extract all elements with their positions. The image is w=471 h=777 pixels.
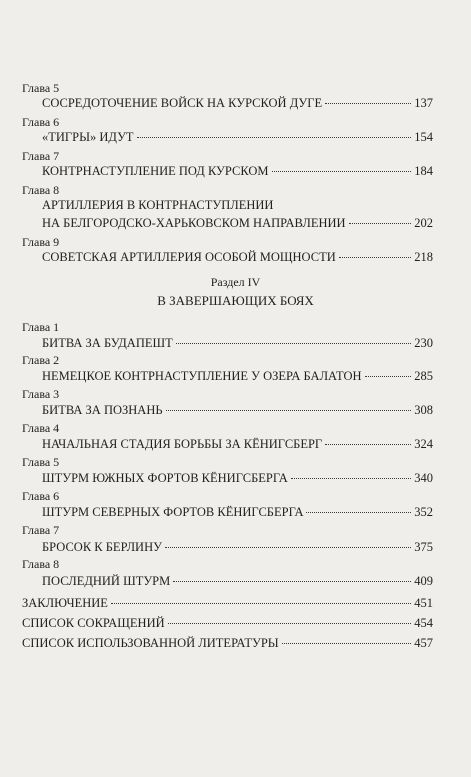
entry-page: 154	[414, 130, 433, 144]
section-name: В ЗАВЕРШАЮЩИХ БОЯХ	[157, 293, 314, 308]
entry-title: НАЧАЛЬНАЯ СТАДИЯ БОРЬБЫ ЗА КЁНИГСБЕРГ	[42, 437, 323, 451]
chapter-label: Глава 9	[22, 235, 60, 249]
entry-page: 454	[414, 616, 433, 630]
entry-title: БИТВА ЗА ПОЗНАНЬ	[42, 403, 163, 417]
chapter-label: Глава 1	[22, 320, 60, 334]
chapter-label: Глава 5	[22, 455, 60, 469]
toc-entry	[42, 369, 433, 384]
leader-dots	[272, 171, 412, 172]
toc-entry-abbreviations	[22, 616, 433, 631]
leader-dots	[168, 623, 412, 624]
leader-dots	[349, 223, 412, 224]
toc-entry	[42, 403, 433, 418]
chapter-label: Глава 3	[22, 387, 60, 401]
entry-page: 457	[414, 636, 433, 650]
toc-entry	[42, 250, 433, 265]
entry-page: 308	[414, 403, 433, 417]
entry-page: 324	[414, 437, 433, 451]
chapter-label: Глава 6	[22, 489, 60, 503]
entry-page: 184	[414, 164, 433, 178]
toc-entry	[42, 96, 433, 111]
entry-title-continued: НА БЕЛГОРОДСКО-ХАРЬКОВСКОМ НАПРАВЛЕНИИ	[42, 216, 346, 230]
entry-page: 352	[414, 505, 433, 519]
leader-dots	[365, 376, 412, 377]
toc-entry-conclusion	[22, 596, 433, 611]
toc-entry-bibliography	[22, 636, 433, 651]
entry-title: ШТУРМ ЮЖНЫХ ФОРТОВ КЁНИГСБЕРГА	[42, 471, 288, 485]
leader-dots	[325, 444, 411, 445]
entry-title: КОНТРНАСТУПЛЕНИЕ ПОД КУРСКОМ	[42, 164, 269, 178]
toc-entry	[42, 471, 433, 486]
toc-entry	[42, 336, 433, 351]
entry-page: 230	[414, 336, 433, 350]
entry-title: ЗАКЛЮЧЕНИЕ	[22, 596, 108, 610]
leader-dots	[339, 257, 412, 258]
entry-page: 451	[414, 596, 433, 610]
chapter-label: Глава 7	[22, 523, 60, 537]
chapter-label: Глава 8	[22, 183, 60, 197]
entry-title: СОВЕТСКАЯ АРТИЛЛЕРИЯ ОСОБОЙ МОЩНОСТИ	[42, 250, 336, 264]
chapter-label: Глава 7	[22, 149, 60, 163]
entry-title: НЕМЕЦКОЕ КОНТРНАСТУПЛЕНИЕ У ОЗЕРА БАЛАТОН	[42, 369, 362, 383]
entry-title: СПИСОК СОКРАЩЕНИЙ	[22, 616, 165, 630]
chapter-label: Глава 5	[22, 81, 60, 95]
entry-title: СОСРЕДОТОЧЕНИЕ ВОЙСК НА КУРСКОЙ ДУГЕ	[42, 96, 323, 110]
entry-page: 340	[414, 471, 433, 485]
leader-dots	[173, 581, 411, 582]
entry-title: СПИСОК ИСПОЛЬЗОВАННОЙ ЛИТЕРАТУРЫ	[22, 636, 279, 650]
entry-title: «ТИГРЫ» ИДУТ	[42, 130, 134, 144]
entry-title: ПОСЛЕДНИЙ ШТУРМ	[42, 574, 171, 588]
entry-page: 137	[414, 96, 433, 110]
toc-entry	[42, 164, 433, 179]
entry-title: БРОСОК К БЕРЛИНУ	[42, 540, 162, 554]
leader-dots	[137, 137, 412, 138]
entry-title: ШТУРМ СЕВЕРНЫХ ФОРТОВ КЁНИГСБЕРГА	[42, 505, 304, 519]
entry-page: 285	[414, 369, 433, 383]
entry-title: АРТИЛЛЕРИЯ В КОНТРНАСТУПЛЕНИИ	[42, 198, 274, 212]
leader-dots	[306, 512, 411, 513]
chapter-label: Глава 4	[22, 421, 60, 435]
leader-dots	[291, 478, 412, 479]
section-label: Раздел IV	[210, 275, 261, 289]
chapter-label: Глава 8	[22, 557, 60, 571]
toc-entry	[42, 505, 433, 520]
leader-dots	[325, 103, 411, 104]
leader-dots	[282, 643, 412, 644]
entry-page: 375	[414, 540, 433, 554]
toc-entry	[42, 574, 433, 589]
entry-page: 218	[414, 250, 433, 264]
leader-dots	[111, 603, 411, 604]
toc-entry	[42, 437, 433, 452]
leader-dots	[166, 410, 412, 411]
leader-dots	[176, 343, 412, 344]
entry-title: БИТВА ЗА БУДАПЕШТ	[42, 336, 173, 350]
entry-page: 202	[414, 216, 433, 230]
toc-entry-line1	[42, 198, 433, 213]
leader-dots	[165, 547, 411, 548]
toc-entry	[42, 216, 433, 231]
toc-entry	[42, 540, 433, 555]
chapter-label: Глава 2	[22, 353, 60, 367]
toc-entry	[42, 130, 433, 145]
chapter-label: Глава 6	[22, 115, 60, 129]
entry-page: 409	[414, 574, 433, 588]
